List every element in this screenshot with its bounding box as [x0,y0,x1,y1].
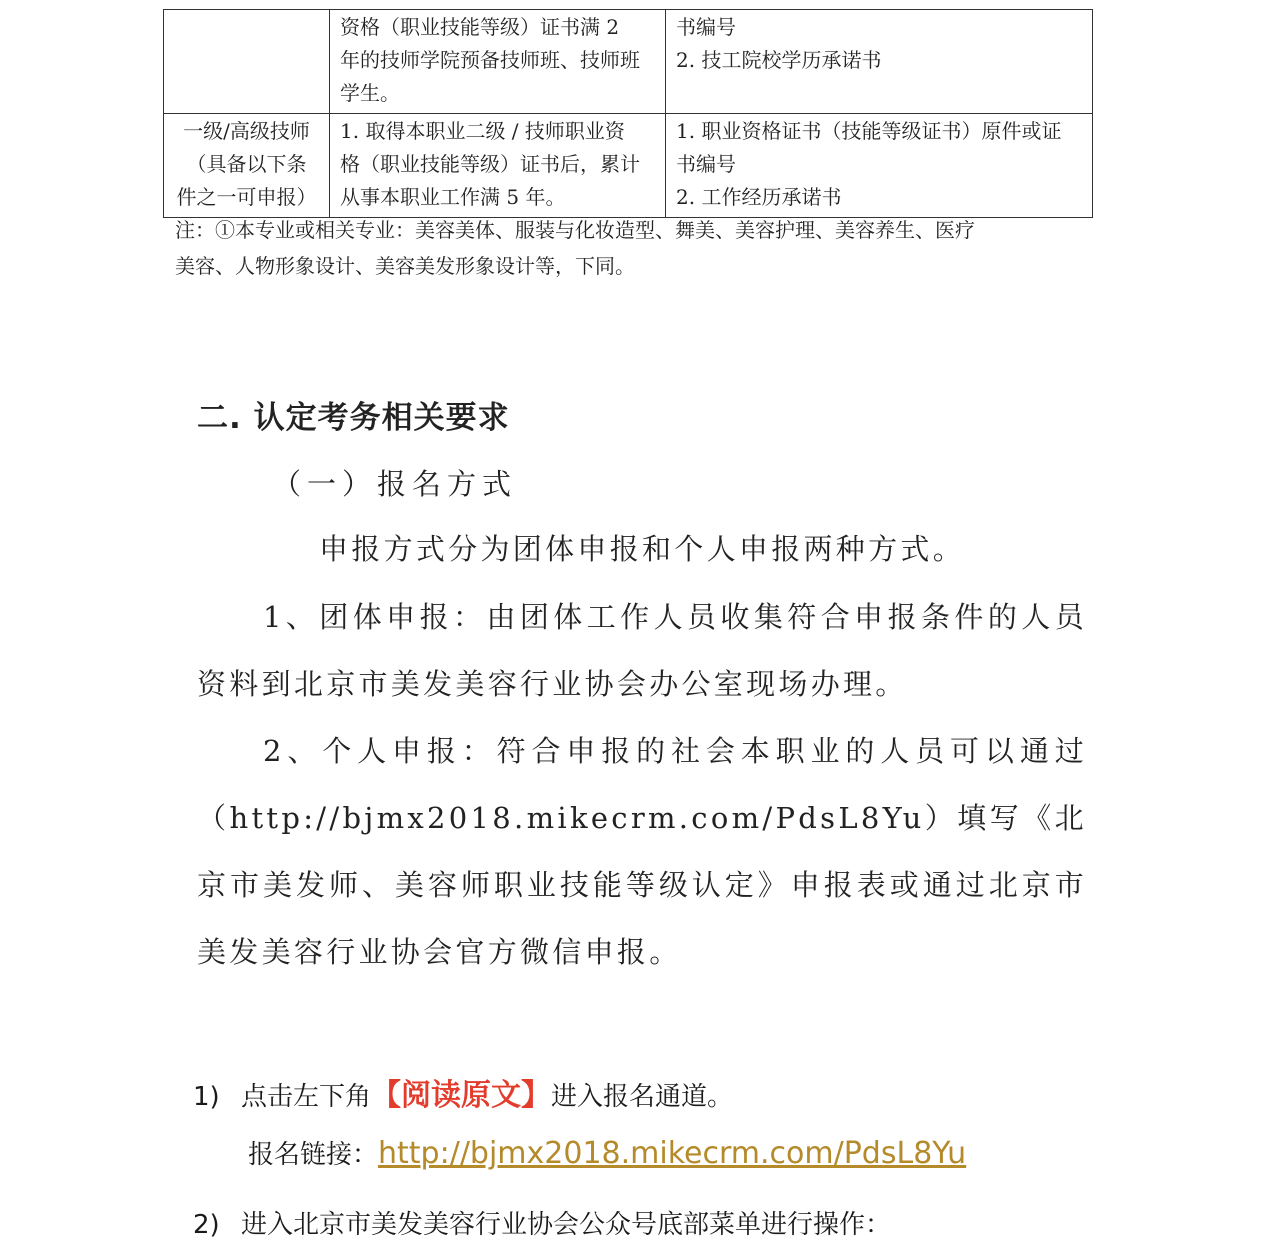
cell-line: 书编号 [676,152,736,176]
signup-link-row [248,1134,966,1171]
intro-text: 申报方式分为团体申报和个人申报两种方式。 [319,532,966,566]
level-cell [164,10,330,114]
group-apply-text: 1、团体申报：由团体工作人员收集符合申报条件的人员资料到北京市美发美容行业协会办公室现场办理。 [197,600,1087,701]
cell-line: 书编号 [676,15,736,39]
cell-line: 件之一可申报） [176,185,317,209]
group-apply-paragraph [197,584,1087,718]
cell-line: 格（职业技能等级）证书后，累计 [340,152,640,176]
read-original-highlight[interactable]: 【阅读原文】 [371,1078,552,1113]
step-text: 进入报名通道。 [551,1082,734,1112]
materials-cell [666,10,1093,114]
cell-line: 2. 工作经历承诺书 [676,185,842,209]
cell-line: 从事本职业工作满 5 年。 [340,185,566,209]
cell-line: （具备以下条 [186,152,307,176]
intro-paragraph [197,516,1087,583]
cell-line: 年的技师学院预备技师班、技师班 [340,48,640,72]
cell-line: 1. 取得本职业二级 / 技师职业资 [340,119,625,143]
individual-apply-paragraph [197,718,1087,986]
footnote-line: 美容、人物形象设计、美容美发形象设计等，下同。 [175,254,635,278]
step-text: 进入北京市美发美容行业协会公众号底部菜单进行操作： [241,1210,892,1240]
section-title: 二. 认定考务相关要求 [197,400,510,436]
conditions-cell [330,10,666,114]
cell-line: 学生。 [340,81,400,105]
signup-link[interactable]: http://bjmx2018.mikecrm.com/PdsL8Yu [378,1136,967,1171]
individual-apply-text: 2、个人申报：符合申报的社会本职业的人员可以通过（http://bjmx2018.mikecrm.com/PdsL8Yu）填写《北京市美发师、美容师职业技能等级认定》申报表或通过北京市美发美容行业协会官方微信申报。 [197,734,1087,969]
cell-line: 2. 技工院校学历承诺书 [676,48,882,72]
qualification-table [163,9,1093,218]
cell-line: 1. 职业资格证书（技能等级证书）原件或证 [676,119,1062,143]
materials-cell [666,114,1093,218]
cell-line: 一级/高级技师 [183,119,310,143]
conditions-cell [330,114,666,218]
signup-link-label: 报名链接： [248,1140,379,1170]
table-footnote [175,212,1087,284]
table-row [164,10,1093,114]
footnote-line: 注：①本专业或相关专业：美容美体、服装与化妆造型、舞美、美容护理、美容养生、医疗 [175,218,975,242]
table-row [164,114,1093,218]
step-2 [193,1204,891,1241]
step-1 [193,1070,733,1114]
subsection-title: （一）报名方式 [272,467,518,501]
level-cell [164,114,330,218]
step-number: 2) [193,1210,220,1240]
cell-line: 资格（职业技能等级）证书满 2 [340,15,620,39]
step-number: 1) [193,1082,220,1112]
step-text: 点击左下角 [241,1082,372,1112]
